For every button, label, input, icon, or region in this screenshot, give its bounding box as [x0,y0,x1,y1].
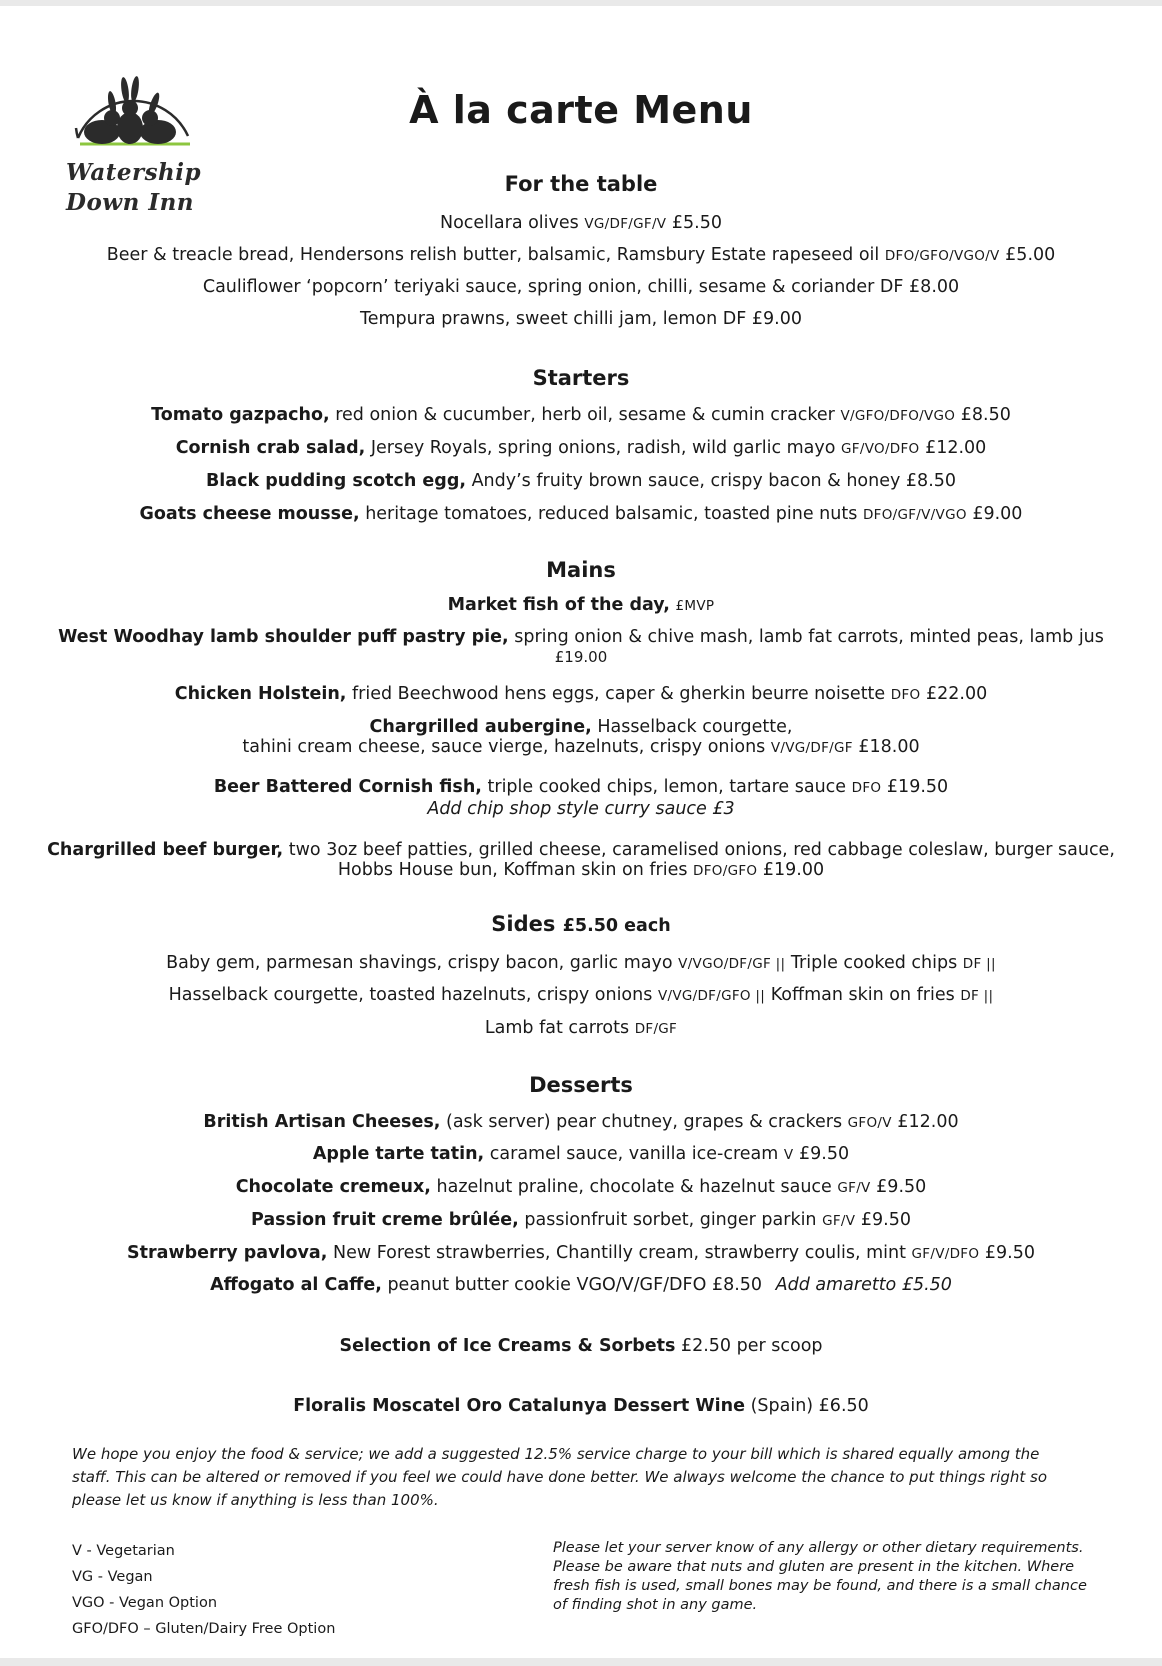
item-price: £5.50 [671,213,723,233]
section-heading-sides [0,912,1162,936]
item-price: £19.00 [554,648,608,666]
item-price: £9.50 [860,1210,912,1230]
item-price: £9.00 [972,504,1023,524]
item-description: (Spain) £6.50 [750,1396,869,1416]
item-description: two 3oz beef patties, grilled cheese, caramelised onions, red cabbage coleslaw, burger sauce, Hobbs House bun, Koffman skin on fries [288,840,1115,880]
key-item: V - Vegetarian [72,1543,175,1559]
item-description: Jersey Royals, spring onions, radish, wild garlic mayo [370,438,836,458]
item-name: Strawberry pavlova, [127,1243,328,1263]
dietary-tags: V [783,1147,794,1163]
key-item: VGO - Vegan Option [72,1595,218,1611]
item-name: Affogato al Caffe, [210,1275,382,1295]
menu-item [40,594,1122,617]
dietary-tags: DF || [960,988,994,1004]
item-price: £18.00 [858,737,920,757]
item-name: Cornish crab salad, [175,438,366,458]
item-description: Cauliflower ‘popcorn’ teriyaki sauce, spring onion, chilli, sesame & coriander DF [202,277,904,297]
item-price: £12.00 [897,1112,959,1132]
item-price: £19.50 [886,777,949,797]
menu-item [40,777,1122,820]
item-price: £22.00 [926,684,988,704]
item-name: Black pudding scotch egg, [205,471,466,491]
item-description: peanut butter cookie VGO/V/GF/DFO £8.50 [387,1275,763,1295]
item-name: Passion fruit creme brûlée, [250,1210,519,1230]
menu-item [40,437,1122,460]
dietary-tags: DF || [962,956,996,972]
dietary-tags: GF/V [837,1180,871,1196]
item-price: £9.50 [876,1177,927,1197]
menu-item [40,627,1122,667]
item-price: £MVP [675,598,715,614]
item-description: (ask server) pear chutney, grapes & crackers [446,1112,843,1132]
item-price: £9.00 [751,309,803,329]
dietary-tags: DFO/GFO/VGO/V [884,248,1000,264]
key-item: VG - Vegan [72,1569,153,1585]
sides-line [40,984,1122,1007]
dietary-tags: DF/GF [634,1021,678,1037]
dietary-tags: V/VG/DF/GF [770,740,853,756]
side-description: Koffman skin on fries [770,985,955,1005]
sides-price: £5.50 each [562,916,671,936]
dietary-tags: V/VGO/DF/GF || [678,956,786,972]
sides-line [40,952,1122,975]
dessert-wine-line [40,1395,1122,1417]
section-heading-starters: Starters [532,366,630,390]
dietary-tags: VG/DF/GF/V [584,216,667,232]
section-heading-desserts: Desserts [529,1073,633,1097]
section-heading-mains: Mains [546,558,616,582]
item-description: New Forest strawberries, Chantilly cream, strawberry coulis, mint [332,1243,906,1263]
watership-down-logo [66,58,206,228]
dietary-tags: DFO [851,780,882,796]
item-description: Beer & treacle bread, Hendersons relish butter, balsamic, Ramsbury Estate rapeseed oil [106,245,880,265]
item-price: £8.50 [960,405,1011,425]
allergy-note: Please let your server know of any allergy or other dietary requirements. Please be aware that nuts and gluten are present in the kitchen. Where fresh fish is used, small bones may be found, and there is a small chance of finding shot in any game. [553,1540,1087,1613]
menu-item [40,308,1122,330]
dietary-tags: GF/VO/DFO [841,441,920,457]
item-name: Apple tarte tatin, [312,1144,485,1164]
item-name: Selection of Ice Creams & Sorbets [339,1336,676,1356]
item-description: Andy’s fruity brown sauce, crispy bacon & honey [471,471,901,491]
item-description: red onion & cucumber, herb oil, sesame & cumin cracker [335,405,835,425]
item-name: Beer Battered Cornish fish, [213,777,482,797]
item-addon: Add chip shop style curry sauce £3 [427,799,735,819]
item-description: caramel sauce, vanilla ice-cream [489,1144,779,1164]
item-name: Chargrilled aubergine, [369,717,592,737]
item-name: Tomato gazpacho, [151,405,330,425]
menu-item [40,404,1122,427]
menu-page [0,6,1162,1658]
side-description: Hasselback courgette, toasted hazelnuts, crispy onions [168,985,653,1005]
side-description: Triple cooked chips [790,953,958,973]
item-description: heritage tomatoes, reduced balsamic, toasted pine nuts [365,504,858,524]
logo-line-2: Down Inn [66,189,195,216]
dietary-tags: GF/V/DFO [911,1246,980,1262]
menu-item [40,244,1122,267]
item-name: Chicken Holstein, [174,684,347,704]
dietary-tags: GFO/V [847,1115,892,1131]
item-description: Hasselback courgette, [597,717,793,737]
item-price: £8.00 [909,277,960,297]
menu-item [40,1274,1122,1296]
item-price: £5.00 [1005,245,1056,265]
item-price: £8.50 [905,471,957,491]
logo-line-1: Watership [66,159,202,186]
item-description: spring onion & chive mash, lamb fat carrots, minted peas, lamb jus [514,627,1104,647]
item-price: £12.00 [925,438,987,458]
dietary-tags: DFO [890,687,921,703]
side-description: Lamb fat carrots [484,1018,630,1038]
menu-item [40,1242,1122,1265]
section-heading-for-the-table: For the table [504,172,658,196]
ice-cream-line [40,1335,1122,1357]
dietary-tags: DFO/GFO [693,863,758,879]
item-price: £2.50 per scoop [680,1336,823,1356]
item-addon: Add amaretto £5.50 [775,1275,952,1295]
item-description-2: tahini cream cheese, sauce vierge, hazelnuts, crispy onions [242,737,766,757]
item-name: Chocolate cremeux, [235,1177,431,1197]
item-description: Tempura prawns, sweet chilli jam, lemon DF [359,309,747,329]
item-name: Goats cheese mousse, [139,504,360,524]
menu-item [40,212,1122,235]
menu-item [40,1176,1122,1199]
item-name: Market fish of the day, [447,595,670,615]
menu-item [40,503,1122,526]
service-charge-note: We hope you enjoy the food & service; we add a suggested 12.5% service charge to your bill which is shared equally among the staff. This can be altered or removed if you feel we could have done better. We always welcome the chance to put things right so please let us know if anything is less than 100%. [72,1445,1048,1509]
menu-item [40,470,1122,492]
item-description: Nocellara olives [439,213,579,233]
dietary-tags: GF/V [822,1213,856,1229]
menu-item [40,1143,1122,1166]
item-price: £9.50 [799,1144,850,1164]
item-description: hazelnut praline, chocolate & hazelnut sauce [436,1177,832,1197]
sides-line [40,1017,1122,1040]
menu-item [40,1209,1122,1232]
menu-item [40,276,1122,298]
side-description: Baby gem, parmesan shavings, crispy bacon, garlic mayo [166,953,673,973]
menu-item [40,1111,1122,1134]
item-name: West Woodhay lamb shoulder puff pastry pie, [58,627,509,647]
menu-item [40,683,1122,706]
sides-heading: Sides [491,912,556,936]
item-description: passionfruit sorbet, ginger parkin [524,1210,817,1230]
item-name: British Artisan Cheeses, [203,1112,441,1132]
dietary-key [72,1538,335,1642]
menu-title: À la carte Menu [409,88,753,132]
item-name: Chargrilled beef burger, [47,840,284,860]
dietary-tags: DFO/GF/V/VGO [862,507,967,523]
dietary-tags: V/VG/DF/GFO || [657,988,766,1004]
dietary-tags: V/GFO/DFO/VGO [840,408,956,424]
item-price: £9.50 [984,1243,1035,1263]
menu-item [40,840,1122,881]
item-name: Floralis Moscatel Oro Catalunya Dessert Wine [293,1396,745,1416]
item-price: £19.00 [762,860,825,880]
menu-item [40,717,1122,758]
item-description: triple cooked chips, lemon, tartare sauce [487,777,847,797]
key-item: GFO/DFO – Gluten/Dairy Free Option [72,1621,336,1637]
item-description: fried Beechwood hens eggs, caper & gherkin beurre noisette [352,684,886,704]
